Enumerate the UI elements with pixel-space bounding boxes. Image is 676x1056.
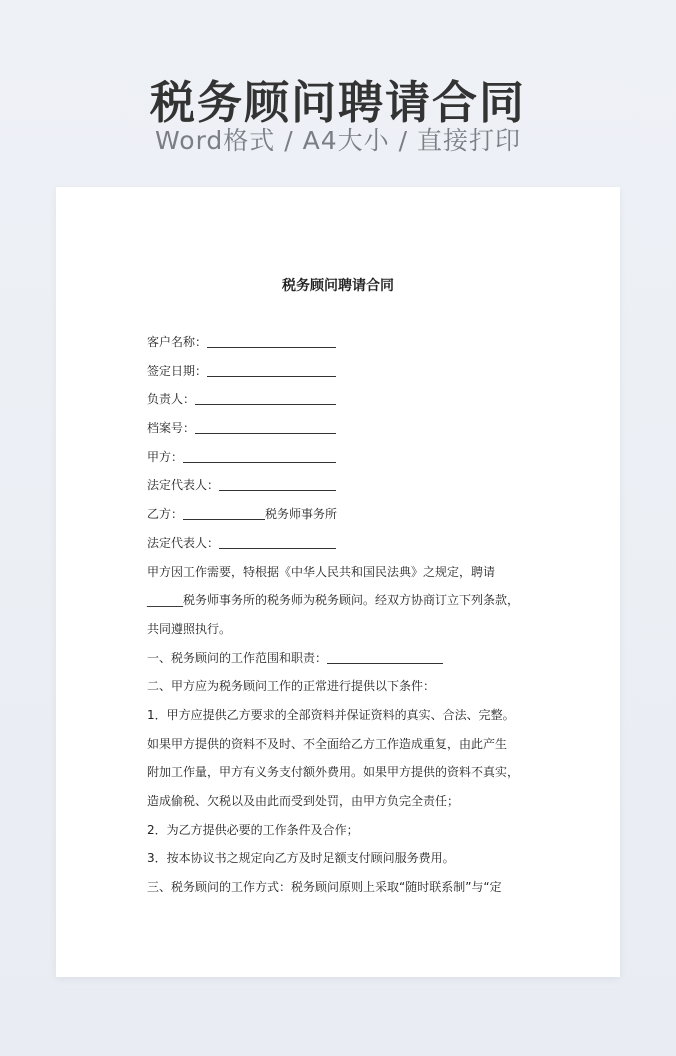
clause-2-line: 2．为乙方提供必要的工作条件及合作； bbox=[147, 822, 359, 837]
legal-rep-a-blank bbox=[219, 478, 336, 491]
page-subtitle: Word格式 / A4大小 / 直接打印 bbox=[155, 126, 521, 155]
client-name-blank bbox=[207, 335, 336, 348]
clause-1-line: 1．甲方应提供乙方要求的全部资料并保证资料的真实、合法、完整。 bbox=[147, 707, 515, 722]
document-page bbox=[56, 187, 620, 977]
legal-rep-a-label: 法定代表人： bbox=[147, 478, 220, 493]
paragraph-line bbox=[147, 586, 547, 615]
sign-date-label: 签定日期： bbox=[147, 363, 208, 378]
section-1-blank bbox=[327, 651, 443, 664]
party-b-blank bbox=[183, 507, 265, 520]
sign-date-blank bbox=[207, 364, 336, 377]
paragraph-text: 税务师事务所的税务师为税务顾问。经双方协商订立下列条款， bbox=[183, 593, 520, 608]
party-b-label: 乙方： bbox=[147, 507, 184, 522]
legal-rep-b-blank bbox=[219, 536, 336, 549]
person-in-charge-field bbox=[147, 385, 547, 414]
section-3-heading: 三、税务顾问的工作方式：税务顾问原则上采取“随时联系制”与“定 bbox=[147, 880, 502, 895]
legal-rep-b-field bbox=[147, 529, 547, 558]
document-title: 税务顾问聘请合同 bbox=[282, 278, 394, 294]
party-a-blank bbox=[183, 450, 336, 463]
clause-1-line: 附加工作量，甲方有义务支付额外费用。如果甲方提供的资料不真实， bbox=[147, 765, 520, 780]
section-2-heading: 二、甲方应为税务顾问工作的正常进行提供以下条件： bbox=[147, 679, 436, 694]
party-b-suffix: 税务师事务所 bbox=[265, 507, 338, 522]
party-a-field bbox=[147, 443, 547, 472]
clause-1-line: 如果甲方提供的资料不及时、不全面给乙方工作造成重复，由此产生 bbox=[147, 736, 508, 751]
sign-date-field bbox=[147, 357, 547, 386]
client-name-label: 客户名称： bbox=[147, 335, 208, 349]
person-in-charge-blank bbox=[195, 392, 336, 405]
person-in-charge-label: 负责人： bbox=[147, 392, 196, 407]
party-b-field bbox=[147, 500, 547, 529]
paragraph-blank: ______ bbox=[147, 593, 183, 608]
client-name-field bbox=[147, 328, 547, 357]
paragraph-line: 共同遵照执行。 bbox=[147, 621, 232, 636]
paragraph-line: 甲方因工作需要，特根据《中华人民共和国民法典》之规定，聘请 bbox=[147, 564, 496, 579]
party-a-label: 甲方： bbox=[147, 449, 184, 464]
section-1-heading bbox=[147, 644, 547, 673]
clause-1-line: 造成偷税、欠税以及由此而受到处罚，由甲方负完全责任； bbox=[147, 794, 460, 808]
section-1-text: 一、税务顾问的工作范围和职责： bbox=[147, 650, 328, 665]
file-number-field bbox=[147, 414, 547, 443]
clause-3-line: 3．按本协议书之规定向乙方及时足额支付顾问服务费用。 bbox=[147, 851, 455, 866]
page-title: 税务顾问聘请合同 bbox=[149, 76, 526, 129]
legal-rep-a-field bbox=[147, 471, 547, 500]
document-body bbox=[147, 328, 547, 902]
legal-rep-b-label: 法定代表人： bbox=[147, 535, 220, 550]
file-number-label: 档案号： bbox=[147, 421, 196, 436]
file-number-blank bbox=[195, 421, 336, 434]
